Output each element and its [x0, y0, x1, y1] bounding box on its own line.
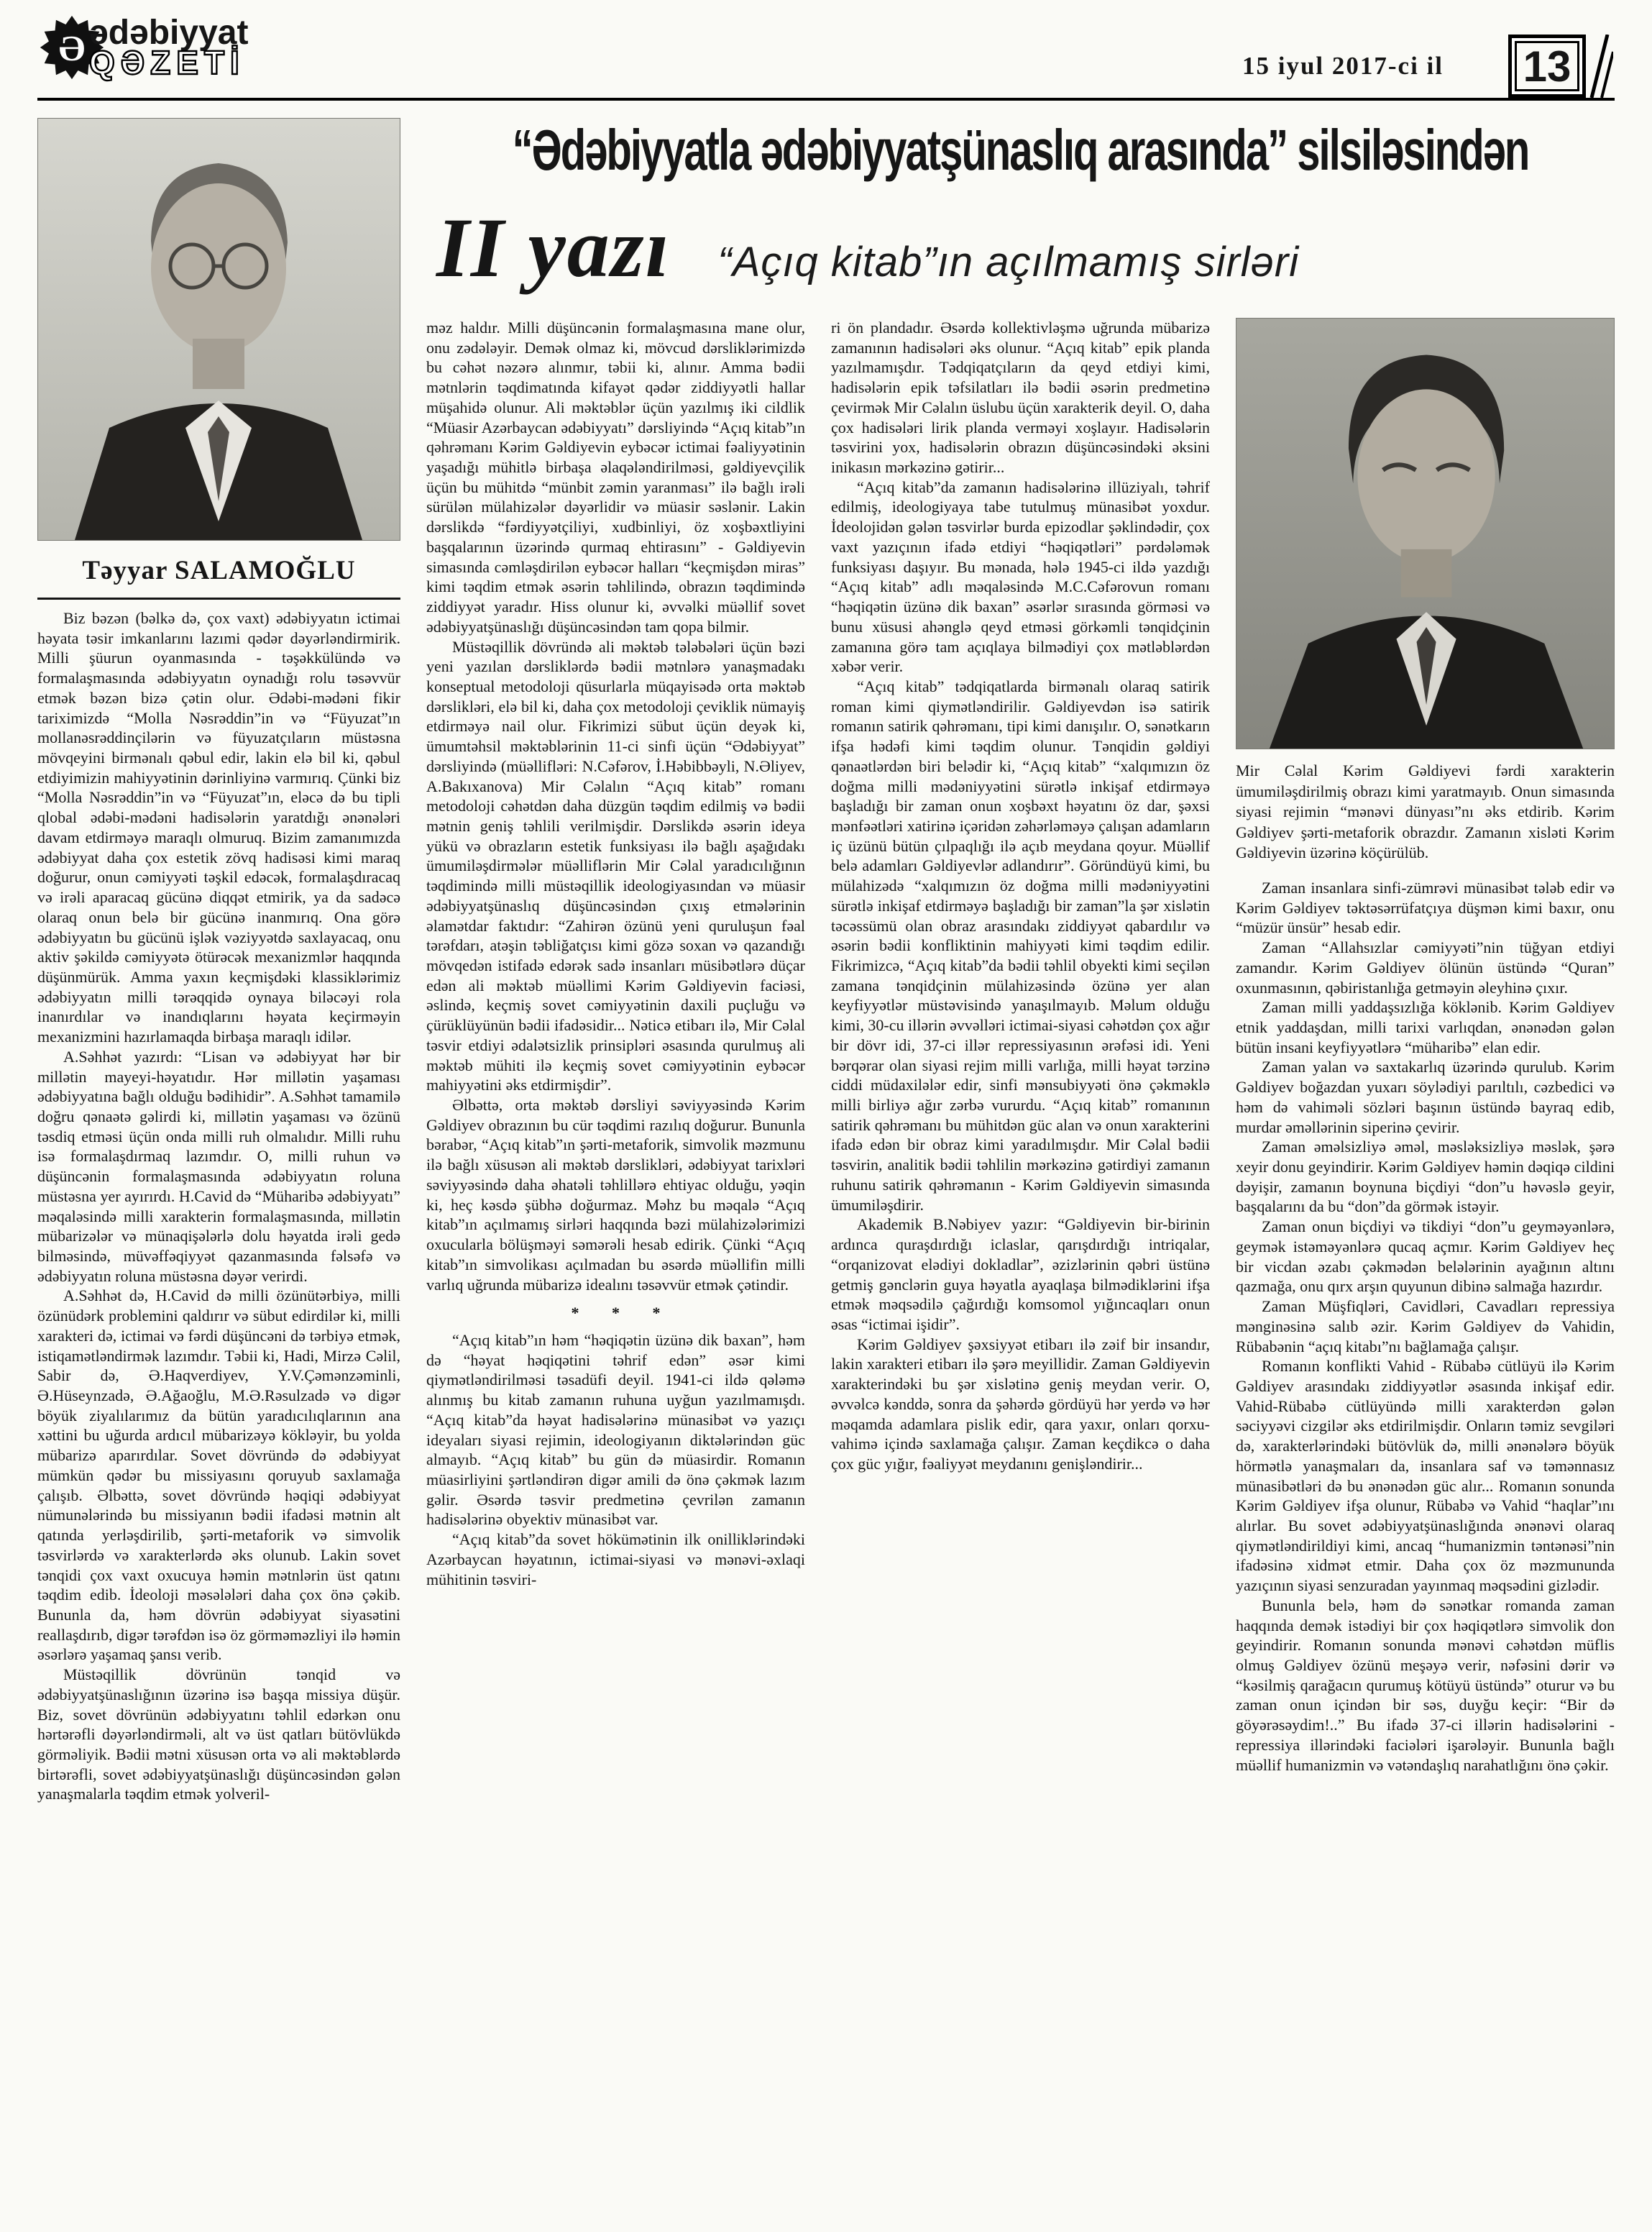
photo-caption: Mir Cəlal Kərim Gəldiyevi fərdi xarakterin ümumiləşdirilmiş obrazı kimi yaratmayıb. Onun simasında siyasi rejimin “mənəvi dünyası”nı əks etdirib. Kərim Gəldiyev şərti-metaforik obrazdır. Zamanın xisləti Kərim Gəldiyevin üzərinə köçürülüb.	[1236, 761, 1615, 862]
paragraph: Zaman yalan və saxtakarlıq üzərində qurulub. Kərim Gəldiyev boğazdan yuxarı söylədiyi parıltılı, cəzbedici və həm də vahiməli sözləri başının üstündə bayraq edib, murdar əməllərinin siperinə çevirir.	[1236, 1058, 1615, 1136]
article-content	[32, 118, 1620, 2172]
paragraph: Müstəqillik dövrünün tənqid və ədəbiyyatşünaslığının üzərinə isə başqa missiya düşür. Biz, sovet dövrünün ədəbiyyatını təhlil edərkən onu hərtərəfli dəyərləndirməli, alt və üst qatları bütövlükdə görməliyik. Bədii mətni xüsusən orta və ali məktəblərdə birtərəfli, sovet ədəbiyyatşünaslığı düşüncəsindən gələn yanaşmalarla təqdim etmək yolveril-	[37, 1665, 400, 1803]
paragraph: Əlbəttə, orta məktəb dərsliyi səviyyəsində Kərim Gəldiyev obrazının bu cür təqdimi razılıq doğurur. Bununla bərabər, “Açıq kitab”ın şərti-metaforik, simvolik məzmunu ilə bağlı xüsusən ali məktəb dərslikləri, ədəbiyyat tarixləri səviyyəsində daha əhatəli təhlillərə ehtiyac olduğu, yəqin ki, heç kəsdə şübhə doğurmaz. Məhz bu məqalə “Açıq kitab”ın açılmamış sirləri haqqında bəzi mülahizələrimizi oxucularla bölüşməyi səmərəli hesab edirik. Çünki “Açıq kitab”ın simvolikası açılmadan bu əsərdə müəllifin milli varlıq uğrunda mübarizə idealını təsəvvür etmək çətindir.	[426, 1096, 805, 1294]
section-separator: * * *	[571, 1304, 675, 1322]
author-column-text	[37, 608, 400, 1804]
headline-series: “Ədəbiyyatla ədəbiyyatşünaslıq arasında” silsiləsindən	[512, 118, 1529, 183]
article-right-area	[426, 118, 1615, 2172]
logo-title-line1: ədəbiyyat	[89, 14, 249, 52]
paragraph: “Açıq kitab” tədqiqatlarda birmənalı olaraq satirik roman kimi qiymətləndirilir. Gəldiyevdən isə satirik romanın satirik qəhrəmanı, tipi kimi danışılır. O, sənətkarın ifşa hədəfi kimi təqdim olunur. Tənqidin gəldiyi qənaətlərdən biri belədir ki, “Açıq kitab” “xalqımızın öz doğma milli mədəniyyətini sürətlə inkişaf etdirməyə başladığı bir zaman onun xoşbəxt həyatını öz dar, şəxsi mənfəətləri xatirinə içəridən zəhərləməyə çalışan adamların iç üzünü bütün çılpaqlığı ilə açıb meydana qoyur. Müəllif belə adamları Gəldiyevlər adlandırır”. Göründüyü kimi, bu mülahizədə “xalqımızın öz doğma milli mədəniyyətini sürətlə inkişaf etdirməyə başladığı bir zaman”la şər xislətin təcəssümü olan obraz arasındakı ziddiyyət qabardılır və əsərin bədii konfliktinin mahiyyəti kimi təqdim edilir. Fikrimizcə, “Açıq kitab”da bədii təhlil obyekti kimi seçilən zamana tənqidçinin mülahizəsində özünə yer alan keyfiyyətlər müstəvisində yanaşılmayıb. Məlum olduğu kimi, 30-cu illərin əvvəlləri ictimai-siyasi cəhətdən çox ağır bir dövr idi, 37-ci illər repressiyasının ərəfəsi idi. Yeni bərqərar olan siyasi rejim milli varlığa, milli həyat tərzinə ciddi müdaxilələr edir, sinfi mənsubiyyəti önə çəkməklə milli birliyə ağır zərbə vururdu. “Açıq kitab” romanının satirik qəhrəmanı bu mühitdən güc alan və onun xarakterini ifadə edən bir obraz kimi yaradılmışdır. Mir Cəlal bədii təsvirin, analitik bədii təhlilin mərkəzinə gətirdiyi zamanın ruhunu satirik qəhrəmanın - Kərim Gəldiyevin simasında ümumiləşdirir.	[831, 677, 1210, 1214]
paragraph: “Açıq kitab”da zamanın hadisələrinə illüziyalı, təhrif edilmiş, ideologiyaya tabe tutulmuş münasibət yoxdur. İdeolojidən gələn təsvirlər burda epizodlar şəklindədir, çox vaxt yazıçının ifadə etdiyi “həqiqətləri” pərdələmək funksiyası daşıyır. Bu mənada, hələ 1945-ci ildə yazdığı “Açıq kitab” adlı məqaləsində M.C.Cəfərovun romanı “həqiqətin üzünə dik baxan” əsərlər sırasında görməsi və bunu xüsusi ahənglə qeyd etməsi görkəmli tənqidçinin zamanına görə tam açıqlaya bilmədiyi çox mətləblərdən xəbər verir.	[831, 477, 1210, 676]
column-2-text	[426, 318, 805, 1589]
author-column	[37, 118, 400, 2172]
masthead	[32, 12, 1620, 96]
paragraph: Zaman “Allahsızlar cəmiyyəti”nin tüğyan etdiyi zamandır. Kərim Gəldiyev ölünün üstündə “Quran” oxunmasının, qəbiristanlığa getməyin əleyhinə çıxır.	[1236, 938, 1615, 997]
column-4-text	[1236, 878, 1615, 1775]
page-number: 13	[1508, 35, 1586, 98]
svg-text:Ə: Ə	[58, 28, 86, 68]
paragraph: Bununla belə, həm də sənətkar romanda zaman haqqında demək istədiyi bir çox həqiqətlərə simvolik don geyindirir. Romanın sonunda mənəvi cəhətdən müflis olmuş Gəldiyev özünü meşəyə verir, nəfəsini dərir və “kəsilmiş qarağacın qurumuş kötüyü üstündə” oturur və bu zaman onun içindən bir səs, duyğu keçir: “Bir də göyərəsəydim!..” Bu ifadə 37-ci illərin hadisələrini - repressiya illərindəki faciələri işarələyir. Bununla bağlı müəllif humanizmin və vətəndaşlıq narahatlığını önə çəkir.	[1236, 1596, 1615, 1774]
page-number-box	[1508, 35, 1613, 98]
text-column-4	[1236, 318, 1615, 2172]
issue-date: 15 iyul 2017-ci il	[1242, 52, 1444, 80]
paragraph: Zaman onun biçdiyi və tikdiyi “don”u geyməyənlərə, geymək istəməyənlərə qucaq açmır. Kərim Gəldiyev heç bir vicdan əzabı çəkmədən belələrinin ayağının altını qazmağa, onu qırx arşın quyunun dibinə salmağa hazırdır.	[1236, 1217, 1615, 1296]
logo-text	[89, 16, 248, 79]
text-column-3	[831, 318, 1210, 2172]
masthead-divider	[37, 98, 1615, 101]
newspaper-logo	[39, 14, 248, 81]
hatch-decoration-icon	[1589, 35, 1613, 98]
paragraph: Romanın konflikti Vahid - Rübabə cütlüyü ilə Kərim Gəldiyev arasındakı ziddiyyətlər əsasında inkişaf edir. Vahid-Rübabə cütlüyündə milli xarakterdən gələn səciyyəvi cizgilər əks etdirilmişdir. Onların təmiz sevgiləri də, xarakterlərindəki bütövlük də, milli ənənələrə böyük hörmətlə yanaşmaları da, insanlara saf və təmənnasız münasibətləri də bu ənənədən güc alır... Romanın sonunda Kərim Gəldiyev ifşa olunur, Rübabə və Vahid “haqlar”ını alırlar. Bu sovet ədəbiyyatşünaslığında ənənəvi olaraq qiymətləndirildiyi kimi, ancaq “humanizmin təntənəsi”nin ifadəsinə xidmət etmir. Daha çox öz məzmununda yazıçının siyasi senzuradan yayınmaq məqsədini gizlədir.	[1236, 1357, 1615, 1595]
column-3-text	[831, 318, 1210, 1474]
text-column-2	[426, 318, 805, 2172]
paragraph: “Açıq kitab”ın həm “həqiqətin üzünə dik baxan”, həm də “həyat həqiqətini təhrif edən” əsər kimi qiymətləndirilməsi təsadüfi deyil. 1941-ci ildə qələmə alınmış bu kitab zamanın ruhuna uyğun yazılmamışdı. “Açıq kitab”da həyat hadisələrinə münasibət və yazıçı ideyaları siyasi rejimin, ideologiyanın diktələrindən güc almayıb. “Açıq kitab” bu gün də müasirdir. Romanın müasirliyini şərtləndirən digər amili də önə çəkmək lazım gəlir. Əsərdə təsvir predmetinə çevrilən zamanın hadisələrinə obyektiv münasibət var.	[426, 1330, 805, 1529]
headline-part: II yazı	[436, 201, 671, 295]
paragraph: “Açıq kitab”da sovet hökümətinin ilk onilliklərindəki Azərbaycan həyatının, ictimai-siyasi və mənəvi-əxlaqi mühitinin təsviri-	[426, 1530, 805, 1588]
paragraph: A.Səhhət də, H.Cavid də milli özünütərbiyə, milli özünüdərk problemini qaldırır və sübut edirdilər ki, milli xarakteri də, ictimai və fərdi düşüncəni də tərbiyə etmək, istiqamətləndirmək lazımdır. Təbii ki, Hadi, Mirzə Cəlil, Sabir də, Ə.Haqverdiyev, Y.V.Çəmənzəminli, Ə.Hüseynzadə, Ə.Ağaoğlu, M.Ə.Rəsulzadə və digər böyük ziyalılarımız da bütün yaradıcılıqlarının ana xəttini bu uğurda ardıcıl mübarizəyə kökləyir, bu yolda mübarizə aparırdılar. Sovet dövründə də ədəbiyyat mümkün qədər bu missiyasını qoruyub saxlamağa çalışıb. Əlbəttə, sovet dövründə həqiqi ədəbiyyat nümunələrində bu missiyanın bədii ifadəsi mətnin alt qatında yerləşdirilib, şərti-metaforik və simvolik təsvirlərdə və xarakterlərdə əks olunub. Lakin sovet tənqidi çox vaxt oxucuya həmin mətnlərin üst qatını təqdim edib. İdeoloji məsələləri daha çox önə çəkib. Bununla da, həm dövrün ədəbiyyat siyasətini reallaşdırıb, digər tərəfdən isə öz görməməzliyi ilə həmin əsərlərə yaşamaq şansı verib.	[37, 1286, 400, 1664]
headline-row	[426, 201, 1615, 295]
paragraph: Zaman əməlsizliyə əməl, məsləksizliyə məslək, şərə xeyir donu geyindirir. Kərim Gəldiyev həmin dəqiqə cildini dəyişir, zamanın boynuna biçdiyi “don”u həvəslə geyir, başqalarını da bu “don”da görmək istəyir.	[1236, 1138, 1615, 1216]
paragraph: ri ön plandadır. Əsərdə kollektivləşmə uğrunda mübarizə zamanının hadisələri əks olunur. “Açıq kitab” epik planda yazılmamışdır. Tədqiqatçıların da qeyd etdiyi kimi, hadisələrin epik təfsilatları ilə bədii əsərin predmetinə çevirmək Mir Cəlalın üslubu üçün xarakterik deyil. O, daha çox hadisələri lirik planda verməyi xoşlayır. Hadisələrin təsvirini yox, hadisələrin obrazın düşüncəsindəki əksini inikasın mərkəzinə gətirir...	[831, 319, 1210, 477]
text-columns	[426, 318, 1615, 2172]
paragraph: Kərim Gəldiyev şəxsiyyət etibarı ilə zəif bir insandır, lakin xarakteri etibarı ilə şərə meyillidir. Zaman Gəldiyevin xarakterindəki bu şər xislətinə geniş meydan verir. O, əvvəlcə kənddə, sonra da şəhərdə gördüyü hər yerdə və hər məqamda adamlara pislik edir, qara yaxır, onları qorxu-vahimə içində saxlamağa çalışır. Zaman keçdikcə o daha çox güc yığır, fəaliyyət meydanını genişləndirir...	[831, 1335, 1210, 1473]
paragraph: Akademik B.Nəbiyev yazır: “Gəldiyevin bir-birinin ardınca quraşdırdığı iclaslar, qarışdırdığı intriqalar, “orqanizovat elədiyi dokladlar”, əzizlərinin qəbri üstünə getmiş gənclərin guya həyatla ayaqlaşa bilmədiklərini ifşa etmək məqsədilə çağırdığı komsomol yığıncaqları onun əsas “ictimai işidir”.	[831, 1215, 1210, 1333]
masthead-right	[1242, 35, 1613, 98]
paragraph: Zaman Müşfiqləri, Cavidləri, Cavadları repressiya mənginəsinə salıb əzir. Kərim Gəldiyev də Vahidin, Rübabənin “açıq kitabı”nı bağlamağa çalışır.	[1236, 1297, 1615, 1355]
mir-calal-photo	[1236, 318, 1615, 749]
paragraph: məz haldır. Milli düşüncənin formalaşmasına mane olur, onu zədələyir. Demək olmaz ki, mövcud dərsliklərimizdə bu cəhət nəzərə alınmır, təbii ki, alınır. Amma bədii mətnlərin təqdimatında kifayət qədər ziddiyyətli hallar müşahidə olunur. Ali məktəblər üçün yazılmış iki cildlik “Müasir Azərbaycan ədəbiyyatı” dərsliyində “Açıq kitab”ın qəhrəmanı Kərim Gəldiyevin eybəcər ictimai fəaliyyətinin yaşadığı mühitlə birbaşa əlaqələndirilməsi, gəldiyevçilik üçün bu mühitdə “münbit zəmin yaranması” ilə bağlı irəli sürülən mülahizələr dəyərlidir və müasir səslənir. Lakin dərslikdə “fərdiyyətçiliyi, xudbinliyi, öz xoşbəxtliyini başqalarının üzərində qurmaq ehtirasını” - Gəldiyevin simasında cəmləşdirilən eybəcər halları “keçmişdən miras” kimi təqdim etmək əsərin təhlilində, obrazın təqdimində ziddiyyət yaradır. Hiss olunur ki, əvvəlki müəllif sovet ədəbiyyatşünaslığı düşüncəsindən tam qopa bilmir.	[426, 319, 805, 636]
author-name: Təyyar SALAMOĞLU	[37, 555, 400, 600]
headline-title: “Açıq kitab”ın açılmamış sirləri	[717, 239, 1300, 285]
paragraph: Zaman insanlara sinfi-zümrəvi münasibət tələb edir və Kərim Gəldiyev təktəsərrüfatçıya düşmən kimi baxır, onu “müzür ünsür” hesab edir.	[1236, 878, 1615, 937]
paragraph: Zaman milli yaddaşsızlığa köklənib. Kərim Gəldiyev etnik yaddaşdan, milli tarixi varlıqdan, ənənədən gələn bütün insani keyfiyyətlərə “müharibə” elan edir.	[1236, 998, 1615, 1056]
logo-title-line2: QƏZETİ	[89, 44, 245, 81]
headline-block	[426, 118, 1615, 318]
author-photo	[37, 118, 400, 541]
paragraph: A.Səhhət yazırdı: “Lisan və ədəbiyyat hər bir millətin mayeyi-həyatıdır. Hər millətin yaşaması ədəbiyyatına bağlı olduğu bədihidir”. A.Səhhət tamamilə doğru qənaətə gəlirdi ki, millətin yaşaması və özünü təsdiq etməsi üçün onda milli ruh olmalıdır. Milli ruhu isə formalaşdırmaq lazımdır. O, milli ruhun və düşüncənin formalaşmasında ədəbiyyatın roluna müstəsna yer ayırırdı. H.Cavid də “Müharibə ədəbiyyatı” məqaləsində milli xarakterin formalaşmasında, millətin mübarizələr və münaqişələrlə dolu həyatda irəli gedə bilməsində, müvəffəqiyyət qazanmasında fəlsəfə və ədəbiyyatın roluna müstəsna dəyər verirdi.	[37, 1047, 400, 1285]
paragraph: Müstəqillik dövründə ali məktəb tələbələri üçün bəzi yeni yazılan dərsliklərdə bədii mətnlərə yanaşmadakı konseptual metodoloji qüsurlarla müqayisədə orta məktəb dərslikləri, elə bil ki, daha çox metodoloji çeviklik nümayiş etdirməyə nail olur. Fikrimizi sübut üçün deyək ki, ümumtəhsil məktəblərinin 11-ci sinfi üçün “Ədəbiyyat” dərsliyində (müəllifləri: N.Cəfərov, İ.Həbibbəyli, N.Əliyev, A.Bakıxanova) Mir Cəlalın “Açıq kitab” romanı metodoloji cəhətdən daha düzgün təqdim edilmiş və bədii mətnin geniş təhlili verilmişdir. Dərslikdə əsərin ideya yükü və obrazların estetik funksiyası ilə bağlı aşağıdakı ümumiləşdirmələr müəlliflərin Mir Cəlal yaradıcılığının təqdimində milli müstəqillik ideologiyasından və müasir ədəbiyyatşünaslıq düşüncəsindən çıxış etmələrinin əlamətdar faktıdır: “Zahirən özünü yeni quruluşun fəal tərəfdarı, atəşin təbliğatçısı kimi gözə soxan və qazandığı mövqedən istifadə edərək sadə insanları müsibətlərə düçar edən ali məktəb müəllimi Kərim Gəldiyevin faciəsi, əslində, keçmiş sovet cəmiyyətinin daxili puçluğu və çürüklüyünün bədii ifadəsidir... Nəticə etibarı ilə, Mir Cəlal təsvir etdiyi ədalətsizlik prinsipləri əsasında qurulmuş ali məktəb mühiti ilə keçmiş sovet cəmiyyətinin eybəcər mahiyyətini əks etdirmişdir”.	[426, 637, 805, 1094]
paragraph: Biz bəzən (bəlkə də, çox vaxt) ədəbiyyatın ictimai həyata təsir imkanlarını lazımi qədər dəyərləndirmirik. Milli şüurun oyanmasında - təşəkkülündə və formalaşmasında ədəbiyyatın oynadığı rolu təsəvvür etmək bəzən bizə çətin olur. Ədəbi-mədəni fikir tariximizdə “Molla Nəsrəddin”in və “Füyuzat”ın mollanəsrəddinçilərin və füyuzatçıların müstəsna mövqeyini birmənalı qəbul edir, lakin elə bil ki, qəbul etdiyimizin mahiyyətinin dərinliyinə varmırıq. Çünki biz “Molla Nəsrəddin”in və “Füyuzat”ın, eləcə də bu tipli qlobal ədəbi-mədəni hadisələrin yaratdığı ənənələri davam etdirməyə maraqlı olmuruq. Bizim zamanımızda ədəbiyyat daha çox estetik zövq hadisəsi kimi maraq doğurur, onun cəmiyyəti təşkil edəcək, formalaşdıracaq və irəli aparacaq gücünə diqqət etmirik, ya da sadəcə olaraq onun belə bir gücünə inanmırıq. Ona görə ədəbiyyatın bu gücünü işlək vəziyyətdə saxlayacaq, onu aktiv şəkildə cəmiyyətə ötürəcək mexanizmlər haqqında düşünmürük. Amma yaxın keçmişdəki klassiklərimiz ədəbiyyatın milli tərəqqidə oynaya biləcəyi rola inanırdılar və inandıqlarını həyata keçirməyin mexanizmini hazırlamaqda birbaşa maraqlı idilər.	[37, 609, 400, 1046]
